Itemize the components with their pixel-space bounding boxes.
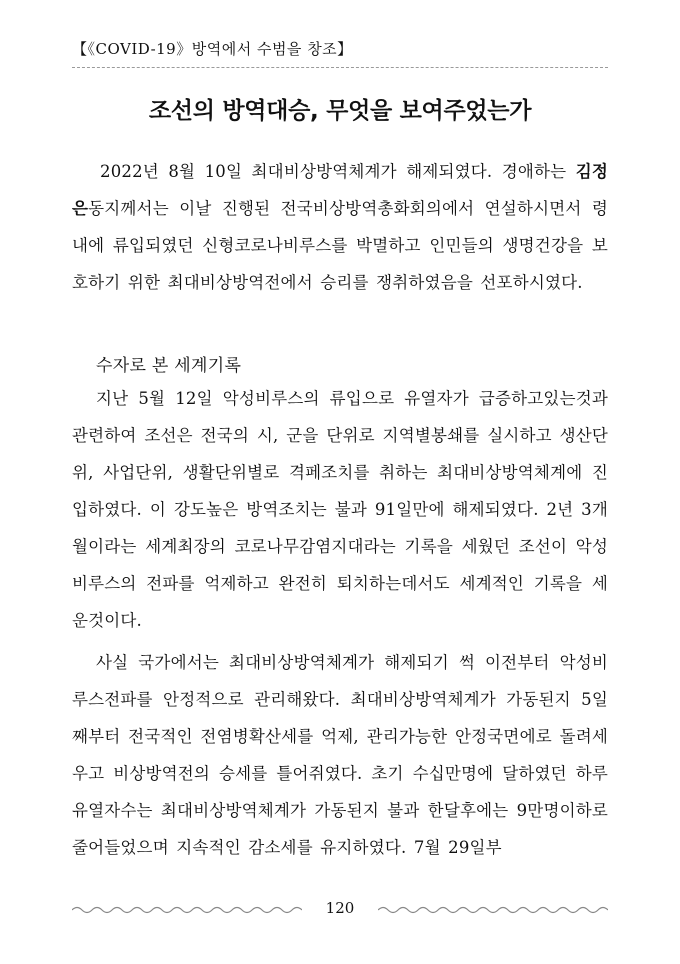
article-title: 조선의 방역대승, 무엇을 보여주었는가 [148, 98, 532, 124]
paragraph-2: 지난 5월 12일 악성비루스의 류입으로 유열자가 급증하고있는것과 관련하여 조선은 전국의 시, 군을 단위로 지역별봉쇄를 실시하고 생산단위, 사업단위, 생활단위별로 격페조치를 취하는 최대비상방역체계에 진입하였다. 이 강도높은 방역조치는 불과 91일만에 해제되였다. 2년 3개월이라는 세계최장의 코로나무감염지대라는 기록을 세웠던 조선이 악성비루스의 전파를 억제하고 완전히 퇴치하는데서도 세계적인 기록을 세운것이다. [72, 389, 608, 630]
footer-ornament-right [378, 903, 608, 917]
paragraph-1-text-a: 2022년 8월 10일 최대비상방역체계가 해제되였다. 경애하는 [100, 162, 576, 181]
section-heading: 수자로 본 세계기록 [96, 356, 242, 376]
leader-name: 김정은 [72, 162, 608, 218]
paragraph-1 [72, 153, 608, 301]
running-header: 【《COVID-19》방역에서 수범을 창조】 [72, 40, 353, 58]
paragraph-1-text-b: 동지께서는 이날 진행된 전국비상방역총화회의에서 연설하시면서 령내에 류입되였던 신형코로나비루스를 박멸하고 인민들의 생명건강을 보호하기 위한 최대비상방역전에서 승리를 쟁취하였음을 선포하시였다. [72, 199, 608, 292]
page-number: 120 [325, 899, 355, 917]
paragraph-3: 사실 국가에서는 최대비상방역체계가 해제되기 썩 이전부터 악성비루스전파를 안정적으로 관리해왔다. 최대비상방역체계가 가동된지 5일째부터 전국적인 전염병확산세를 억제, 관리가능한 안정국면에로 돌려세우고 비상방역전의 승세를 틀어쥐였다. 초기 수십만명에 달하였던 하루유열자수는 최대비상방역체계가 가동된지 불과 한달후에는 9만명이하로 줄어들었으며 지속적인 감소세를 유지하였다. 7월 29일부 [72, 653, 608, 857]
header-divider [72, 67, 608, 68]
